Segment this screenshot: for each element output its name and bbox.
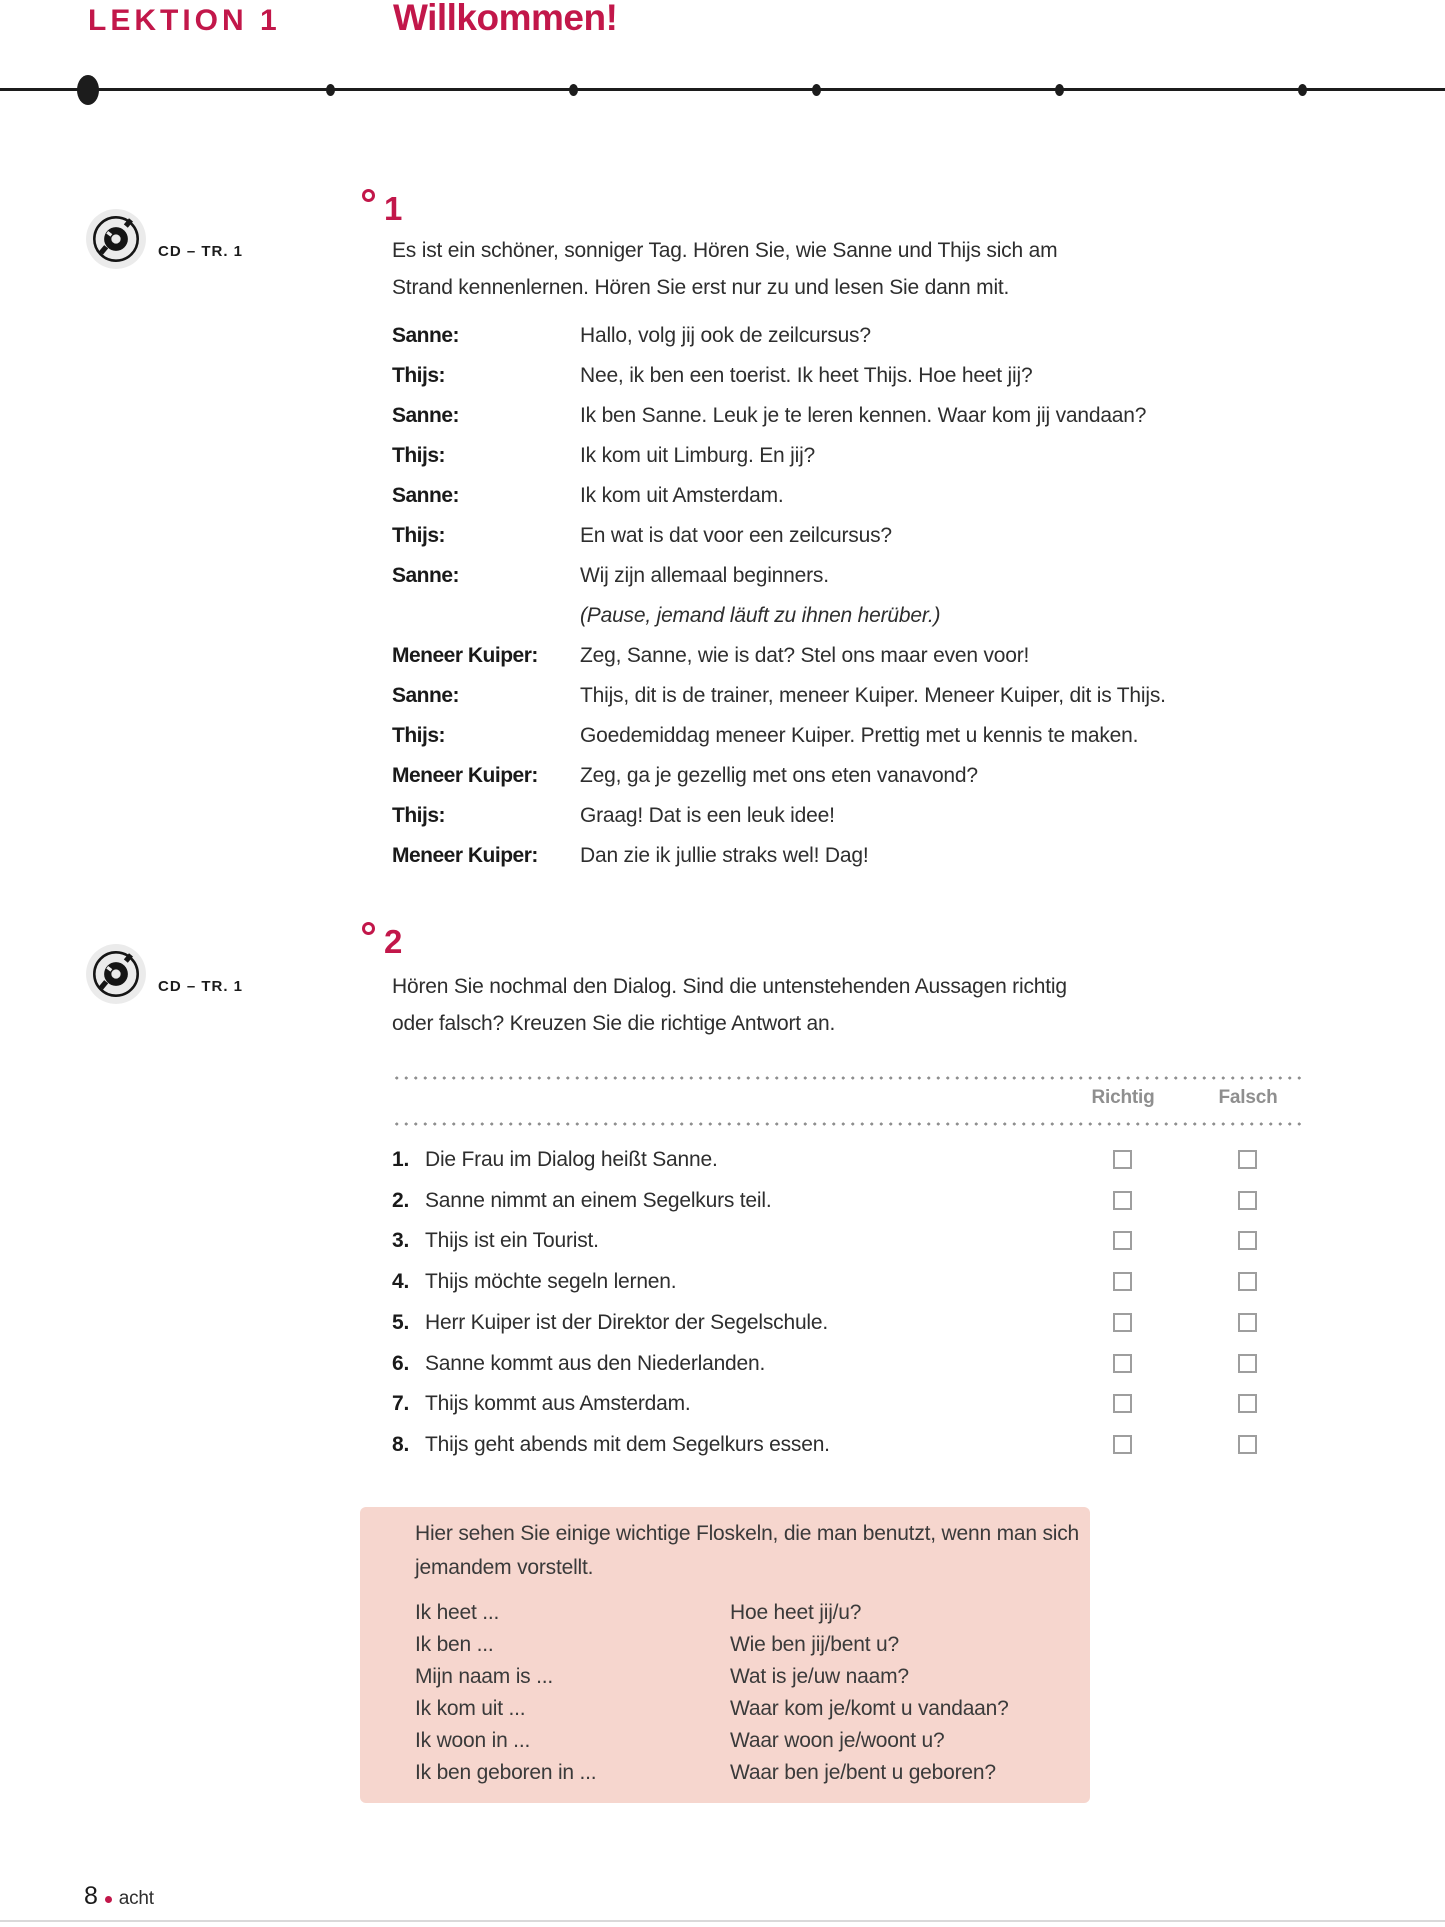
statement-row bbox=[392, 1189, 771, 1219]
exercise1-intro bbox=[392, 232, 1057, 306]
speaker-label bbox=[392, 596, 580, 636]
phrase-question: Waar ben je/bent u geboren? bbox=[730, 1761, 996, 1784]
page-footer bbox=[84, 1882, 154, 1911]
footer-bullet-icon bbox=[105, 1896, 112, 1903]
phrase-list bbox=[415, 1597, 1065, 1789]
header-rule bbox=[0, 88, 1445, 91]
phrase-question: Wat is je/uw naam? bbox=[730, 1665, 909, 1688]
intro-line: oder falsch? Kreuzen Sie die richtige Antwort an. bbox=[392, 1012, 836, 1035]
statement-row bbox=[392, 1352, 765, 1382]
phrases-info-box bbox=[360, 1507, 1090, 1803]
info-box-intro-line: Hier sehen Sie einige wichtige Floskeln, die man benutzt, wenn man sich bbox=[415, 1522, 1079, 1545]
statement-row bbox=[392, 1148, 718, 1178]
page-number-word: acht bbox=[118, 1888, 154, 1909]
checkbox-falsch-5[interactable] bbox=[1238, 1313, 1257, 1332]
checkbox-richtig-8[interactable] bbox=[1113, 1435, 1132, 1454]
page-title: Willkommen! bbox=[393, 0, 618, 38]
exercise-marker-ring bbox=[362, 189, 375, 202]
statement-text: Thijs möchte segeln lernen. bbox=[425, 1270, 677, 1293]
exercise2-intro bbox=[392, 968, 1067, 1042]
statement-text: Sanne nimmt an einem Segelkurs teil. bbox=[425, 1189, 772, 1212]
checkbox-richtig-7[interactable] bbox=[1113, 1394, 1132, 1413]
lesson-label: LEKTION 1 bbox=[88, 4, 281, 37]
dialog-text: En wat is dat voor een zeilcursus? bbox=[580, 524, 892, 547]
phrase-question: Wie ben jij/bent u? bbox=[730, 1633, 899, 1656]
speaker-label: Thijs: bbox=[392, 804, 445, 827]
speaker-label: Sanne: bbox=[392, 324, 460, 347]
dialog-row bbox=[392, 636, 1392, 676]
speaker-label: Thijs: bbox=[392, 364, 445, 387]
speaker-label: Sanne: bbox=[392, 684, 460, 707]
dotted-divider bbox=[392, 1076, 1302, 1080]
statement-number: 8. bbox=[392, 1433, 410, 1456]
statement-row bbox=[392, 1311, 828, 1341]
dialog-text: Graag! Dat is een leuk idee! bbox=[580, 804, 835, 827]
checkbox-falsch-4[interactable] bbox=[1238, 1272, 1257, 1291]
checkbox-falsch-7[interactable] bbox=[1238, 1394, 1257, 1413]
dialog-text: Hallo, volg jij ook de zeilcursus? bbox=[580, 324, 871, 347]
checkbox-richtig-2[interactable] bbox=[1113, 1191, 1132, 1210]
dialog-text: Zeg, ga je gezellig met ons eten vanavond? bbox=[580, 764, 978, 787]
checkbox-richtig-6[interactable] bbox=[1113, 1354, 1132, 1373]
dialog-text: Ik kom uit Limburg. En jij? bbox=[580, 444, 816, 467]
header-line-dot bbox=[326, 84, 335, 96]
dialog-row bbox=[392, 356, 1392, 396]
header-line-dot bbox=[1055, 84, 1064, 96]
checkbox-richtig-5[interactable] bbox=[1113, 1313, 1132, 1332]
header-line-dot bbox=[1298, 84, 1307, 96]
intro-line: Es ist ein schöner, sonniger Tag. Hören Sie, wie Sanne und Thijs sich am bbox=[392, 239, 1058, 262]
phrase-question: Waar kom je/komt u vandaan? bbox=[730, 1697, 1009, 1720]
statement-number: 2. bbox=[392, 1189, 410, 1212]
info-box-intro-line: jemandem vorstellt. bbox=[415, 1556, 594, 1579]
speaker-label: Sanne: bbox=[392, 484, 460, 507]
checkbox-richtig-4[interactable] bbox=[1113, 1272, 1132, 1291]
dialog-text: Zeg, Sanne, wie is dat? Stel ons maar even voor! bbox=[580, 644, 1030, 667]
speaker-label: Meneer Kuiper: bbox=[392, 764, 538, 787]
checkbox-falsch-3[interactable] bbox=[1238, 1231, 1257, 1250]
dialog-text: Dan zie ik jullie straks wel! Dag! bbox=[580, 844, 869, 867]
dialog-stage-direction bbox=[392, 596, 1392, 636]
phrase-statement: Ik kom uit ... bbox=[415, 1697, 526, 1720]
dialog-text: Ik ben Sanne. Leuk je te leren kennen. Waar kom jij vandaan? bbox=[580, 404, 1147, 427]
exercise-number: 1 bbox=[384, 190, 403, 227]
statement-number: 7. bbox=[392, 1392, 410, 1415]
checkbox-falsch-1[interactable] bbox=[1238, 1150, 1257, 1169]
column-header-falsch: Falsch bbox=[1218, 1087, 1278, 1108]
cd-icon bbox=[85, 943, 147, 1005]
checkbox-richtig-3[interactable] bbox=[1113, 1231, 1132, 1250]
statement-text: Herr Kuiper ist der Direktor der Segelschule. bbox=[425, 1311, 829, 1334]
statement-row bbox=[392, 1433, 830, 1463]
column-header-richtig: Richtig bbox=[1091, 1087, 1155, 1108]
header-line-big-dot bbox=[77, 75, 99, 105]
statement-number: 3. bbox=[392, 1229, 410, 1252]
statement-text: Thijs ist ein Tourist. bbox=[425, 1229, 599, 1252]
bottom-rule bbox=[0, 1920, 1445, 1922]
checkbox-richtig-1[interactable] bbox=[1113, 1150, 1132, 1169]
phrase-row bbox=[415, 1757, 1065, 1789]
speaker-label: Thijs: bbox=[392, 524, 445, 547]
phrase-question: Hoe heet jij/u? bbox=[730, 1601, 862, 1624]
dialog-text: Thijs, dit is de trainer, meneer Kuiper. Meneer Kuiper, dit is Thijs. bbox=[580, 684, 1166, 707]
dialog-row bbox=[392, 556, 1392, 596]
phrase-statement: Mijn naam is ... bbox=[415, 1665, 554, 1688]
statement-number: 5. bbox=[392, 1311, 410, 1334]
phrase-question: Waar woon je/woont u? bbox=[730, 1729, 945, 1752]
dialog-text: (Pause, jemand läuft zu ihnen herüber.) bbox=[580, 604, 941, 627]
dialog-row bbox=[392, 396, 1392, 436]
dialog-row bbox=[392, 836, 1392, 876]
phrase-statement: Ik ben ... bbox=[415, 1633, 494, 1656]
dialog-row bbox=[392, 476, 1392, 516]
dialog-row bbox=[392, 676, 1392, 716]
speaker-label: Thijs: bbox=[392, 724, 445, 747]
dialog-row bbox=[392, 516, 1392, 556]
speaker-label: Meneer Kuiper: bbox=[392, 644, 538, 667]
dialog-text: Ik kom uit Amsterdam. bbox=[580, 484, 784, 507]
cd-icon bbox=[85, 208, 147, 270]
checkbox-falsch-6[interactable] bbox=[1238, 1354, 1257, 1373]
dialog-row bbox=[392, 796, 1392, 836]
statement-number: 6. bbox=[392, 1352, 410, 1375]
dialog-row bbox=[392, 316, 1392, 356]
phrase-row bbox=[415, 1725, 1065, 1757]
statement-text: Thijs kommt aus Amsterdam. bbox=[425, 1392, 691, 1415]
dialog-text: Wij zijn allemaal beginners. bbox=[580, 564, 829, 587]
intro-line: Hören Sie nochmal den Dialog. Sind die untenstehenden Aussagen richtig bbox=[392, 975, 1067, 998]
statement-text: Die Frau im Dialog heißt Sanne. bbox=[425, 1148, 718, 1171]
phrase-statement: Ik woon in ... bbox=[415, 1729, 531, 1752]
statement-text: Thijs geht abends mit dem Segelkurs essen. bbox=[425, 1433, 830, 1456]
statement-row bbox=[392, 1392, 691, 1422]
checkbox-falsch-2[interactable] bbox=[1238, 1191, 1257, 1210]
page-number: 8 bbox=[84, 1882, 98, 1910]
intro-line: Strand kennenlernen. Hören Sie erst nur zu und lesen Sie dann mit. bbox=[392, 276, 1010, 299]
phrase-row bbox=[415, 1661, 1065, 1693]
cd-track-label: CD – TR. 1 bbox=[158, 243, 244, 260]
exercise-number: 2 bbox=[384, 923, 403, 960]
statement-row bbox=[392, 1229, 599, 1259]
statement-text: Sanne kommt aus den Niederlanden. bbox=[425, 1352, 766, 1375]
dialog-row bbox=[392, 756, 1392, 796]
phrase-row bbox=[415, 1597, 1065, 1629]
dotted-divider bbox=[392, 1122, 1302, 1126]
header-line-dot bbox=[812, 84, 821, 96]
dialog-row bbox=[392, 716, 1392, 756]
exercise-marker-ring bbox=[362, 922, 375, 935]
speaker-label: Sanne: bbox=[392, 564, 460, 587]
dialog-text: Nee, ik ben een toerist. Ik heet Thijs. Hoe heet jij? bbox=[580, 364, 1033, 387]
speaker-label: Meneer Kuiper: bbox=[392, 844, 538, 867]
statement-number: 4. bbox=[392, 1270, 410, 1293]
phrase-row bbox=[415, 1629, 1065, 1661]
dialog bbox=[392, 316, 1392, 876]
checkbox-falsch-8[interactable] bbox=[1238, 1435, 1257, 1454]
phrase-row bbox=[415, 1693, 1065, 1725]
speaker-label: Thijs: bbox=[392, 444, 445, 467]
header-line-dot bbox=[569, 84, 578, 96]
dialog-row bbox=[392, 436, 1392, 476]
cd-track-label: CD – TR. 1 bbox=[158, 978, 244, 995]
statement-number: 1. bbox=[392, 1148, 410, 1171]
dialog-text: Goedemiddag meneer Kuiper. Prettig met u kennis te maken. bbox=[580, 724, 1139, 747]
statement-row bbox=[392, 1270, 676, 1300]
phrase-statement: Ik ben geboren in ... bbox=[415, 1761, 597, 1784]
phrase-statement: Ik heet ... bbox=[415, 1601, 500, 1624]
speaker-label: Sanne: bbox=[392, 404, 460, 427]
